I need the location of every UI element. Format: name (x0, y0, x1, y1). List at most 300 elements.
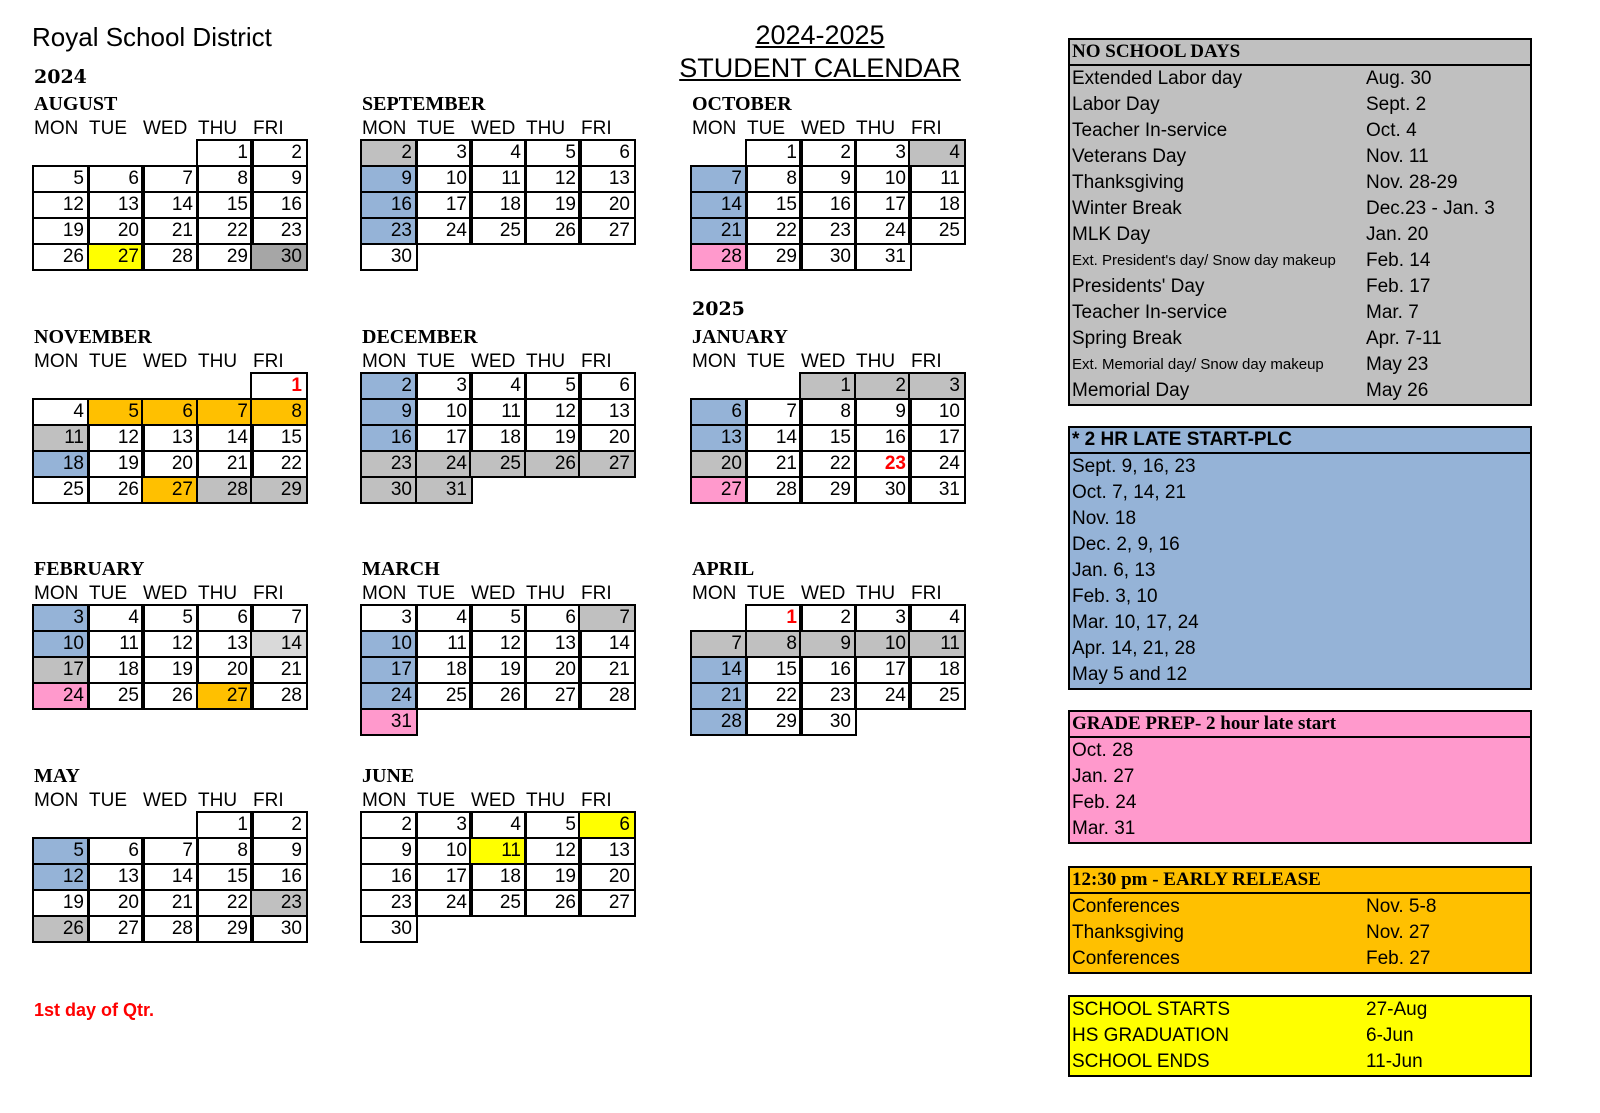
day-cell: 27 (690, 476, 748, 504)
day-cell: 1 (196, 811, 254, 839)
day-cell: 25 (32, 476, 90, 504)
no-school-item-date: Nov. 11 (1366, 146, 1429, 167)
day-cell: 3 (415, 372, 473, 400)
weekday-label-tue: TUE (417, 583, 455, 604)
grade-prep-box (1068, 710, 1532, 844)
no-school-item-date: Oct. 4 (1366, 120, 1417, 141)
month-march (362, 557, 652, 738)
key-dates-list (1070, 997, 1530, 1075)
day-cell: 14 (141, 863, 199, 891)
day-cell: 26 (469, 682, 527, 710)
day-grid (34, 813, 324, 945)
day-cell: 14 (141, 191, 199, 219)
early-release-item (1070, 920, 1530, 946)
day-cell: 25 (908, 682, 966, 710)
weekday-label-mon: MON (34, 790, 79, 811)
year-label-2024: 2024 (34, 66, 87, 88)
day-cell: 30 (360, 915, 418, 943)
key-date-item-name: SCHOOL STARTS (1072, 999, 1231, 1020)
day-cell: 10 (415, 837, 473, 865)
day-cell: 7 (745, 398, 803, 426)
day-cell: 24 (854, 682, 912, 710)
early-release-item-date: Feb. 27 (1366, 948, 1431, 969)
grade-prep-item: Jan. 27 (1072, 766, 1135, 787)
no-school-item-name: Teacher In-service (1072, 302, 1228, 323)
weekday-label-tue: TUE (417, 351, 455, 372)
day-cell: 11 (469, 165, 527, 193)
no-school-item-date: Dec.23 - Jan. 3 (1366, 198, 1495, 219)
day-cell: 21 (196, 450, 254, 478)
day-cell: 8 (196, 165, 254, 193)
weekday-label-mon: MON (692, 351, 737, 372)
day-cell: 24 (415, 889, 473, 917)
month-name: NOVEMBER (34, 326, 152, 348)
day-cell: 23 (360, 450, 418, 478)
day-cell: 3 (854, 139, 912, 167)
day-cell: 24 (908, 450, 966, 478)
day-cell: 14 (196, 424, 254, 452)
no-school-days-box (1068, 38, 1532, 406)
day-cell: 5 (32, 165, 90, 193)
day-cell: 13 (141, 424, 199, 452)
day-cell: 12 (32, 191, 90, 219)
day-cell: 14 (578, 630, 636, 658)
weekday-label-thu: THU (526, 351, 566, 372)
day-cell: 20 (524, 656, 582, 684)
no-school-item-name: Teacher In-service (1072, 120, 1228, 141)
day-cell: 16 (250, 191, 308, 219)
day-cell: 21 (745, 450, 803, 478)
day-cell: 2 (854, 372, 912, 400)
no-school-item-date: May 26 (1366, 380, 1429, 401)
day-cell: 8 (745, 165, 803, 193)
no-school-item-date: May 23 (1366, 354, 1429, 375)
late-start-item: Nov. 18 (1072, 508, 1137, 529)
day-cell: 29 (799, 476, 857, 504)
day-cell: 18 (469, 863, 527, 891)
day-cell: 6 (578, 139, 636, 167)
day-cell: 12 (524, 165, 582, 193)
day-cell: 20 (87, 217, 145, 245)
day-cell: 3 (415, 811, 473, 839)
day-cell: 25 (415, 682, 473, 710)
day-cell: 29 (196, 915, 254, 943)
day-cell: 16 (799, 191, 857, 219)
weekday-label-wed: WED (143, 118, 188, 139)
day-cell: 6 (87, 837, 145, 865)
day-cell: 24 (360, 682, 418, 710)
day-cell: 22 (745, 682, 803, 710)
day-cell: 2 (799, 604, 857, 632)
key-date-item-date: 27-Aug (1366, 999, 1428, 1020)
no-school-item-name: Ext. President's day/ Snow day makeup (1072, 252, 1336, 269)
day-grid (692, 141, 982, 273)
no-school-item (1070, 352, 1530, 378)
key-date-item (1070, 1023, 1530, 1049)
weekday-label-mon: MON (362, 790, 407, 811)
day-grid (692, 606, 982, 738)
day-cell: 13 (524, 630, 582, 658)
day-cell: 4 (908, 604, 966, 632)
early-release-item-date: Nov. 5-8 (1366, 896, 1437, 917)
day-grid (34, 141, 324, 273)
day-cell: 2 (250, 139, 308, 167)
early-release-item (1070, 894, 1530, 920)
day-cell: 31 (360, 708, 418, 736)
day-cell: 26 (524, 889, 582, 917)
month-name: JANUARY (692, 326, 788, 348)
day-cell: 11 (908, 165, 966, 193)
weekday-label-mon: MON (692, 118, 737, 139)
day-cell: 9 (799, 165, 857, 193)
day-cell: 2 (360, 811, 418, 839)
day-cell: 15 (196, 191, 254, 219)
weekday-label-mon: MON (34, 351, 79, 372)
weekday-label-tue: TUE (89, 790, 127, 811)
day-cell: 30 (250, 243, 308, 271)
day-cell: 3 (32, 604, 90, 632)
day-cell: 27 (196, 682, 254, 710)
day-cell: 12 (524, 837, 582, 865)
day-cell: 28 (141, 243, 199, 271)
weekday-label-fri: FRI (911, 351, 942, 372)
day-cell: 6 (578, 811, 636, 839)
weekday-label-wed: WED (801, 583, 846, 604)
weekday-label-fri: FRI (911, 583, 942, 604)
day-cell: 5 (524, 139, 582, 167)
day-cell: 13 (87, 191, 145, 219)
late-start-item: Dec. 2, 9, 16 (1072, 534, 1180, 555)
day-cell: 4 (87, 604, 145, 632)
late-start-item: Sept. 9, 16, 23 (1072, 456, 1196, 477)
weekday-label-tue: TUE (417, 118, 455, 139)
weekday-header (362, 581, 652, 606)
day-cell: 3 (854, 604, 912, 632)
weekday-label-fri: FRI (581, 583, 612, 604)
month-april (692, 557, 982, 738)
day-cell: 14 (745, 424, 803, 452)
day-cell: 6 (196, 604, 254, 632)
day-cell: 23 (250, 217, 308, 245)
day-grid (34, 374, 324, 506)
early-release-title: 12:30 pm - EARLY RELEASE (1070, 868, 1530, 894)
day-cell: 5 (524, 811, 582, 839)
key-date-item-name: SCHOOL ENDS (1072, 1051, 1210, 1072)
weekday-label-wed: WED (471, 351, 516, 372)
day-cell: 22 (196, 217, 254, 245)
day-cell: 22 (745, 217, 803, 245)
day-cell: 9 (360, 165, 418, 193)
day-cell: 28 (141, 915, 199, 943)
month-june (362, 764, 652, 945)
weekday-label-tue: TUE (89, 118, 127, 139)
grade-prep-item: Mar. 31 (1072, 818, 1136, 839)
day-cell: 10 (854, 165, 912, 193)
month-name: SEPTEMBER (362, 93, 486, 115)
day-cell: 9 (854, 398, 912, 426)
day-cell: 27 (87, 243, 145, 271)
weekday-label-wed: WED (143, 351, 188, 372)
grade-prep-item: Oct. 28 (1072, 740, 1134, 761)
day-cell: 23 (250, 889, 308, 917)
no-school-item (1070, 170, 1530, 196)
day-cell: 9 (250, 837, 308, 865)
early-release-item-name: Conferences (1072, 948, 1180, 969)
day-cell: 17 (360, 656, 418, 684)
day-cell: 20 (578, 863, 636, 891)
day-cell: 1 (745, 139, 803, 167)
day-cell: 27 (578, 450, 636, 478)
no-school-days-list (1070, 66, 1530, 404)
day-cell: 25 (469, 450, 527, 478)
day-cell: 8 (745, 630, 803, 658)
weekday-header (692, 581, 982, 606)
weekday-header (362, 349, 652, 374)
weekday-header (362, 116, 652, 141)
district-name: Royal School District (32, 22, 272, 52)
calendar-year-title: 2024-2025 (755, 20, 885, 50)
day-grid (362, 374, 652, 506)
no-school-item (1070, 248, 1530, 274)
weekday-header (34, 581, 324, 606)
month-october (692, 92, 982, 273)
day-cell: 30 (360, 243, 418, 271)
day-cell: 1 (196, 139, 254, 167)
day-cell: 26 (32, 243, 90, 271)
day-cell: 10 (908, 398, 966, 426)
weekday-label-wed: WED (143, 583, 188, 604)
day-cell: 5 (141, 604, 199, 632)
year-label-2025: 2025 (692, 298, 745, 320)
day-cell: 31 (415, 476, 473, 504)
day-cell: 15 (250, 424, 308, 452)
early-release-item (1070, 946, 1530, 972)
no-school-item-date: Nov. 28-29 (1366, 172, 1458, 193)
day-cell: 20 (578, 191, 636, 219)
day-cell: 26 (524, 450, 582, 478)
day-cell: 31 (854, 243, 912, 271)
weekday-label-thu: THU (526, 583, 566, 604)
day-cell: 12 (141, 630, 199, 658)
day-cell: 5 (524, 372, 582, 400)
day-cell: 10 (415, 165, 473, 193)
no-school-item-date: Aug. 30 (1366, 68, 1432, 89)
day-cell: 26 (87, 476, 145, 504)
day-cell: 14 (690, 191, 748, 219)
no-school-item-name: Extended Labor day (1072, 68, 1243, 89)
weekday-label-fri: FRI (911, 118, 942, 139)
day-cell: 17 (854, 656, 912, 684)
day-cell: 20 (690, 450, 748, 478)
day-cell: 9 (360, 837, 418, 865)
month-name: MARCH (362, 558, 440, 580)
day-cell: 27 (578, 889, 636, 917)
early-release-box (1068, 866, 1532, 974)
late-start-item: Oct. 7, 14, 21 (1072, 482, 1187, 503)
day-cell: 5 (87, 398, 145, 426)
day-cell: 18 (87, 656, 145, 684)
day-cell: 2 (250, 811, 308, 839)
no-school-days-title: NO SCHOOL DAYS (1070, 40, 1530, 66)
day-cell: 2 (360, 372, 418, 400)
key-date-item-date: 11-Jun (1366, 1051, 1423, 1072)
no-school-item (1070, 326, 1530, 352)
day-cell: 25 (469, 217, 527, 245)
month-name: AUGUST (34, 93, 118, 115)
day-cell: 13 (578, 165, 636, 193)
day-cell: 6 (578, 372, 636, 400)
day-cell: 23 (360, 217, 418, 245)
day-cell: 22 (799, 450, 857, 478)
day-cell: 26 (141, 682, 199, 710)
day-cell: 14 (690, 656, 748, 684)
day-cell: 4 (415, 604, 473, 632)
grade-prep-title: GRADE PREP- 2 hour late start (1070, 712, 1530, 738)
weekday-label-tue: TUE (89, 351, 127, 372)
weekday-label-thu: THU (198, 790, 238, 811)
day-cell: 24 (32, 682, 90, 710)
day-cell: 8 (799, 398, 857, 426)
day-cell: 21 (141, 217, 199, 245)
no-school-item (1070, 92, 1530, 118)
day-cell: 5 (32, 837, 90, 865)
early-release-item-name: Thanksgiving (1072, 922, 1184, 943)
day-cell: 23 (854, 450, 912, 478)
weekday-header (34, 788, 324, 813)
month-may (34, 764, 324, 945)
no-school-item (1070, 144, 1530, 170)
no-school-item-date: Sept. 2 (1366, 94, 1427, 115)
day-cell: 21 (250, 656, 308, 684)
weekday-label-thu: THU (856, 583, 896, 604)
month-august (34, 92, 324, 273)
day-cell: 11 (32, 424, 90, 452)
day-cell: 16 (360, 863, 418, 891)
day-cell: 6 (690, 398, 748, 426)
weekday-label-fri: FRI (253, 118, 284, 139)
day-cell: 1 (799, 372, 857, 400)
day-cell: 10 (854, 630, 912, 658)
day-cell: 19 (524, 863, 582, 891)
day-cell: 25 (87, 682, 145, 710)
early-release-item-name: Conferences (1072, 896, 1180, 917)
weekday-label-fri: FRI (253, 583, 284, 604)
weekday-label-tue: TUE (417, 790, 455, 811)
no-school-item (1070, 66, 1530, 92)
day-cell: 11 (908, 630, 966, 658)
early-release-list (1070, 894, 1530, 972)
no-school-item-date: Apr. 7-11 (1366, 328, 1442, 349)
day-cell: 6 (141, 398, 199, 426)
day-cell: 12 (87, 424, 145, 452)
day-cell: 18 (32, 450, 90, 478)
no-school-item-name: Ext. Memorial day/ Snow day makeup (1072, 356, 1324, 373)
late-start-item: Feb. 3, 10 (1072, 586, 1158, 607)
month-december (362, 325, 652, 506)
weekday-label-fri: FRI (253, 790, 284, 811)
day-grid (692, 374, 982, 506)
day-cell: 30 (799, 243, 857, 271)
no-school-item (1070, 222, 1530, 248)
weekday-label-thu: THU (198, 351, 238, 372)
key-date-item-name: HS GRADUATION (1072, 1025, 1229, 1046)
month-name: FEBRUARY (34, 558, 145, 580)
day-cell: 23 (360, 889, 418, 917)
weekday-label-wed: WED (471, 118, 516, 139)
early-release-item-date: Nov. 27 (1366, 922, 1431, 943)
day-cell: 7 (141, 837, 199, 865)
day-cell: 27 (141, 476, 199, 504)
day-cell: 10 (415, 398, 473, 426)
day-grid (362, 606, 652, 738)
late-start-title: * 2 HR LATE START-PLC (1070, 428, 1530, 454)
month-name: OCTOBER (692, 93, 792, 115)
grade-prep-item: Feb. 24 (1072, 792, 1137, 813)
late-start-item: Apr. 14, 21, 28 (1072, 638, 1196, 659)
day-cell: 31 (908, 476, 966, 504)
day-cell: 7 (250, 604, 308, 632)
no-school-item-date: Jan. 20 (1366, 224, 1429, 245)
no-school-item-name: Labor Day (1072, 94, 1160, 115)
key-date-item-date: 6-Jun (1366, 1025, 1414, 1046)
day-cell: 9 (250, 165, 308, 193)
day-grid (34, 606, 324, 738)
day-cell: 8 (250, 398, 308, 426)
no-school-item-date: Feb. 17 (1366, 276, 1431, 297)
day-cell: 13 (196, 630, 254, 658)
day-cell: 25 (908, 217, 966, 245)
day-cell: 4 (469, 372, 527, 400)
day-cell: 16 (250, 863, 308, 891)
no-school-item (1070, 274, 1530, 300)
weekday-label-thu: THU (856, 118, 896, 139)
day-cell: 4 (32, 398, 90, 426)
month-name: JUNE (362, 765, 415, 787)
day-cell: 7 (690, 165, 748, 193)
month-january (692, 325, 982, 506)
weekday-label-wed: WED (471, 790, 516, 811)
day-cell: 7 (196, 398, 254, 426)
day-cell: 1 (745, 604, 803, 632)
day-cell: 14 (250, 630, 308, 658)
day-cell: 21 (690, 217, 748, 245)
day-cell: 11 (415, 630, 473, 658)
weekday-header (34, 116, 324, 141)
weekday-label-mon: MON (362, 118, 407, 139)
late-start-box (1068, 426, 1532, 690)
day-cell: 13 (87, 863, 145, 891)
weekday-label-mon: MON (34, 583, 79, 604)
weekday-header (692, 116, 982, 141)
day-cell: 28 (745, 476, 803, 504)
month-name: DECEMBER (362, 326, 478, 348)
no-school-item-name: Memorial Day (1072, 380, 1190, 401)
day-cell: 24 (415, 217, 473, 245)
day-cell: 16 (854, 424, 912, 452)
day-cell: 29 (196, 243, 254, 271)
no-school-item-name: MLK Day (1072, 224, 1151, 245)
late-start-item: Jan. 6, 13 (1072, 560, 1156, 581)
day-cell: 21 (578, 656, 636, 684)
weekday-label-fri: FRI (581, 118, 612, 139)
month-name: MAY (34, 765, 80, 787)
day-cell: 21 (690, 682, 748, 710)
weekday-label-thu: THU (198, 583, 238, 604)
weekday-label-wed: WED (471, 583, 516, 604)
day-cell: 15 (745, 656, 803, 684)
weekday-label-thu: THU (526, 118, 566, 139)
weekday-label-mon: MON (362, 583, 407, 604)
